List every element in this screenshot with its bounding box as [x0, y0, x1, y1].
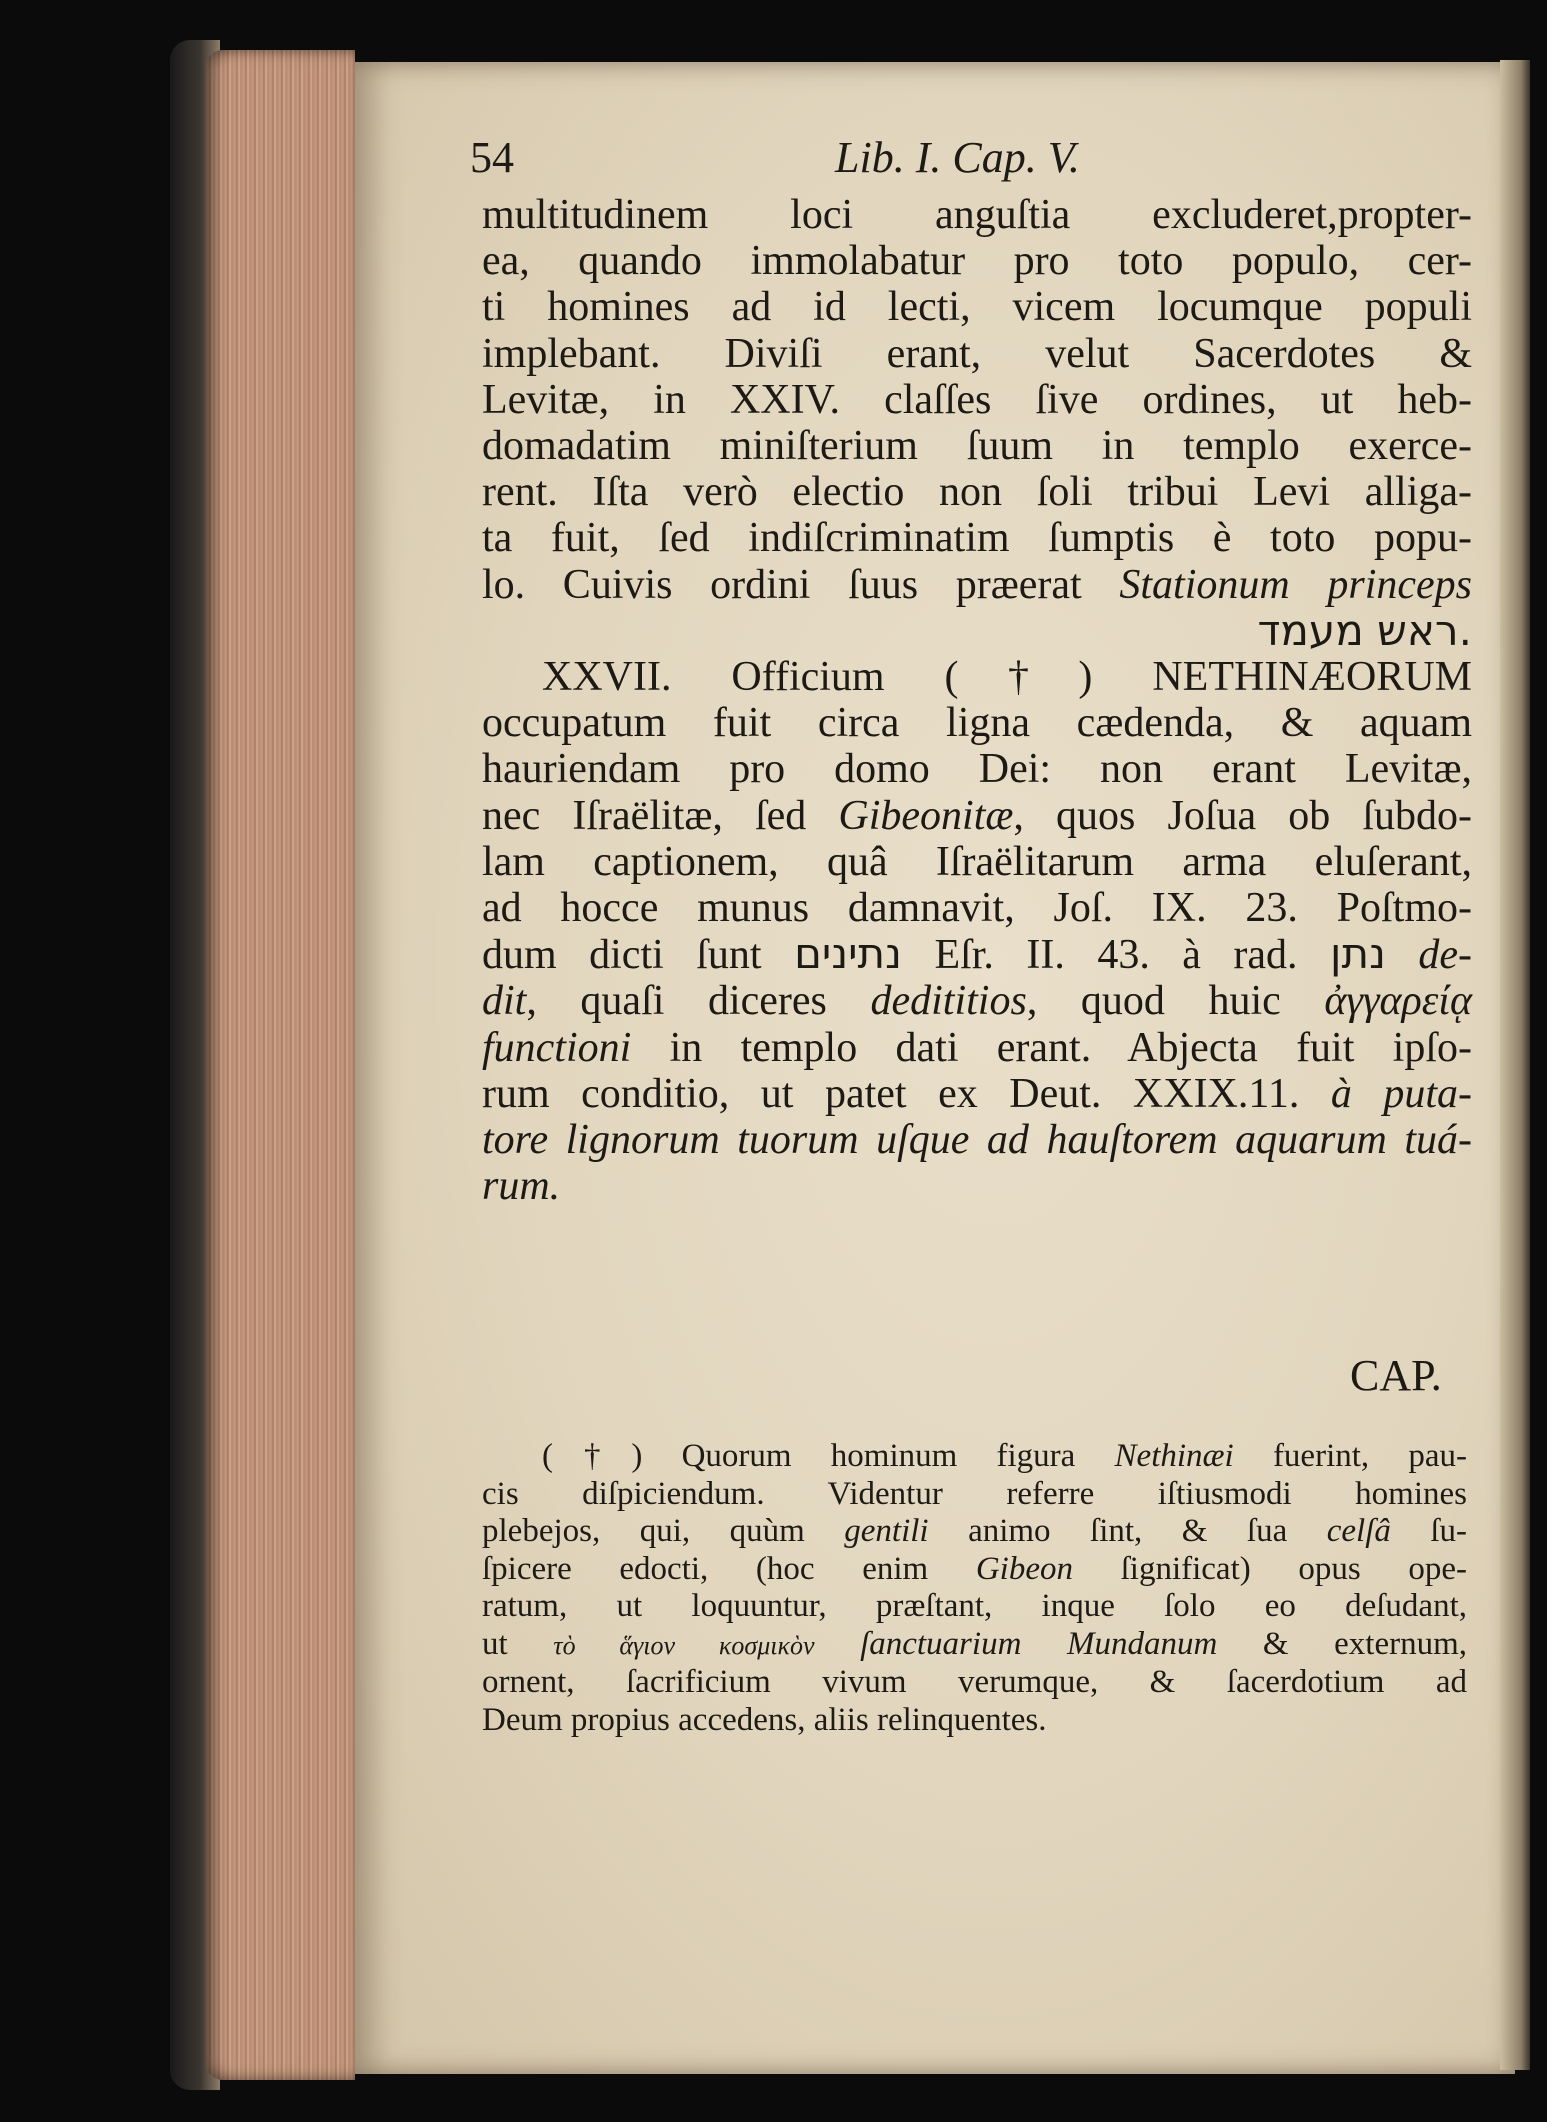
- italic-term: functioni: [482, 1024, 632, 1071]
- text-line: ta fuit, ſed indiſcriminatim ſumptis è toto popu-: [482, 515, 1472, 562]
- text-line: [482, 978, 1472, 1024]
- main-text: [482, 192, 1472, 1209]
- text-line: occupatum fuit circa ligna cædenda, & aquam: [482, 700, 1472, 747]
- italic-term: ſanctuarium Mundanum: [860, 1625, 1218, 1662]
- italic-term: de-: [1418, 932, 1472, 979]
- text-run: , quaſi diceres: [526, 978, 827, 1025]
- text-run: & externum,: [1262, 1625, 1468, 1662]
- text-line: ea, quando immolabatur pro toto populo, cer-: [482, 238, 1472, 285]
- footnote: [482, 1438, 1467, 1739]
- text-run: nec Iſraëlitæ, ſed: [482, 792, 807, 839]
- text-line: [482, 1025, 1472, 1071]
- text-line: rent. Iſta verò electio non ſoli tribui Levi alliga-: [482, 469, 1472, 516]
- text-run: ut: [482, 1625, 508, 1662]
- text-run: , quod huic: [1026, 978, 1281, 1025]
- greek-term: τὸ ἅγιον κοσμικὸν: [553, 1630, 815, 1660]
- text-run: , quos Joſua ob ſubdo-: [1013, 792, 1473, 839]
- text-run: (†) Quorum hominum figura: [542, 1438, 1076, 1474]
- footnote-line: [482, 1513, 1467, 1551]
- text-line: [482, 1071, 1472, 1117]
- footnote-line: cis diſpiciendum. Videntur referre iſtiusmodi homines: [482, 1475, 1467, 1512]
- text-run: rum conditio, ut patet ex Deut. XXIX.11.: [482, 1070, 1300, 1117]
- text-line: tore lignorum tuorum uſque ad hauſtorem aquarum tuá-: [482, 1117, 1472, 1164]
- text-run: plebejos, qui, quùm: [482, 1513, 805, 1549]
- catchword: CAP.: [1350, 1351, 1442, 1400]
- italic-term: gentili: [844, 1513, 929, 1549]
- italic-term: Gibeonitæ: [838, 792, 1014, 839]
- footnote-line: ratum, ut loquuntur, præſtant, inque ſolo eo deſudant,: [482, 1588, 1467, 1624]
- greek-term: ἀγγαρείᾳ: [1324, 978, 1472, 1025]
- text-run: ſpicere edocti, (hoc enim: [482, 1550, 929, 1587]
- italic-term: Nethinæi: [1114, 1438, 1234, 1474]
- text-run: animo ſint, & ſua: [968, 1513, 1288, 1549]
- italic-term: celſâ: [1326, 1513, 1391, 1549]
- footnote-line: [482, 1551, 1467, 1589]
- text-line: [482, 931, 1472, 978]
- hebrew-term: נתן: [1330, 929, 1386, 979]
- text-run: lo. Cuivis ordini ſuus præerat: [482, 561, 1082, 608]
- italic-term: dedititios: [870, 978, 1027, 1025]
- hebrew-term: ראש מעמד.: [1257, 605, 1472, 655]
- text-run: ſignificat) opus ope-: [1120, 1550, 1467, 1587]
- text-line: multitudinem loci anguſtia excluderet,propter-: [482, 192, 1472, 238]
- footnote-line: ornent, ſacrificium vivum verumque, & ſacerdotium ad: [482, 1664, 1467, 1700]
- footnote-line: [482, 1438, 1467, 1476]
- text-line: hauriendam pro domo Dei: non erant Levitæ,: [482, 746, 1472, 793]
- italic-term: dit: [482, 978, 527, 1025]
- footnote-line: [482, 1626, 1467, 1665]
- text-run: Eſr. II. 43. à rad.: [934, 932, 1298, 979]
- running-head-title: Lib. I. Cap. V.: [835, 133, 1080, 182]
- text-line: domadatim miniſterium ſuum in templo exerce-: [482, 423, 1472, 470]
- text-line: ti homines ad id lecti, vicem locumque populi: [482, 284, 1472, 331]
- text-line: implebant. Diviſi erant, velut Sacerdotes &: [482, 330, 1472, 377]
- italic-term: Stationum princeps: [1119, 561, 1472, 608]
- text-run: ſu-: [1430, 1513, 1468, 1549]
- text-run: dum dicti ſunt: [482, 932, 762, 979]
- text-run: fuerint, pau-: [1272, 1438, 1467, 1474]
- text-line: Levitæ, in XXIV. claſſes ſive ordines, ut heb-: [482, 376, 1472, 423]
- text-line: [482, 793, 1472, 839]
- text-run: in templo dati erant. Abjecta fuit ipſo-: [669, 1024, 1472, 1071]
- text-line: rum.: [482, 1163, 561, 1210]
- page-number: 54: [470, 133, 514, 182]
- text-line: [482, 562, 1472, 608]
- paragraph-start: XXVII. Officium (†) NETHINÆORUM: [542, 654, 1472, 701]
- page-curl: [1500, 60, 1530, 2070]
- hebrew-term: נתינים: [794, 929, 902, 979]
- text-line: ad hocce munus damnavit, Joſ. IX. 23. Poſtmo-: [482, 885, 1472, 932]
- text-line: lam captionem, quâ Iſraëlitarum arma eluſerant,: [482, 838, 1472, 885]
- italic-term: à puta-: [1330, 1070, 1473, 1117]
- footnote-line: Deum propius accedens, aliis relinquentes.: [482, 1701, 1047, 1738]
- running-head: [470, 132, 1507, 192]
- italic-term: Gibeon: [975, 1550, 1073, 1587]
- page-edges: [205, 50, 355, 2080]
